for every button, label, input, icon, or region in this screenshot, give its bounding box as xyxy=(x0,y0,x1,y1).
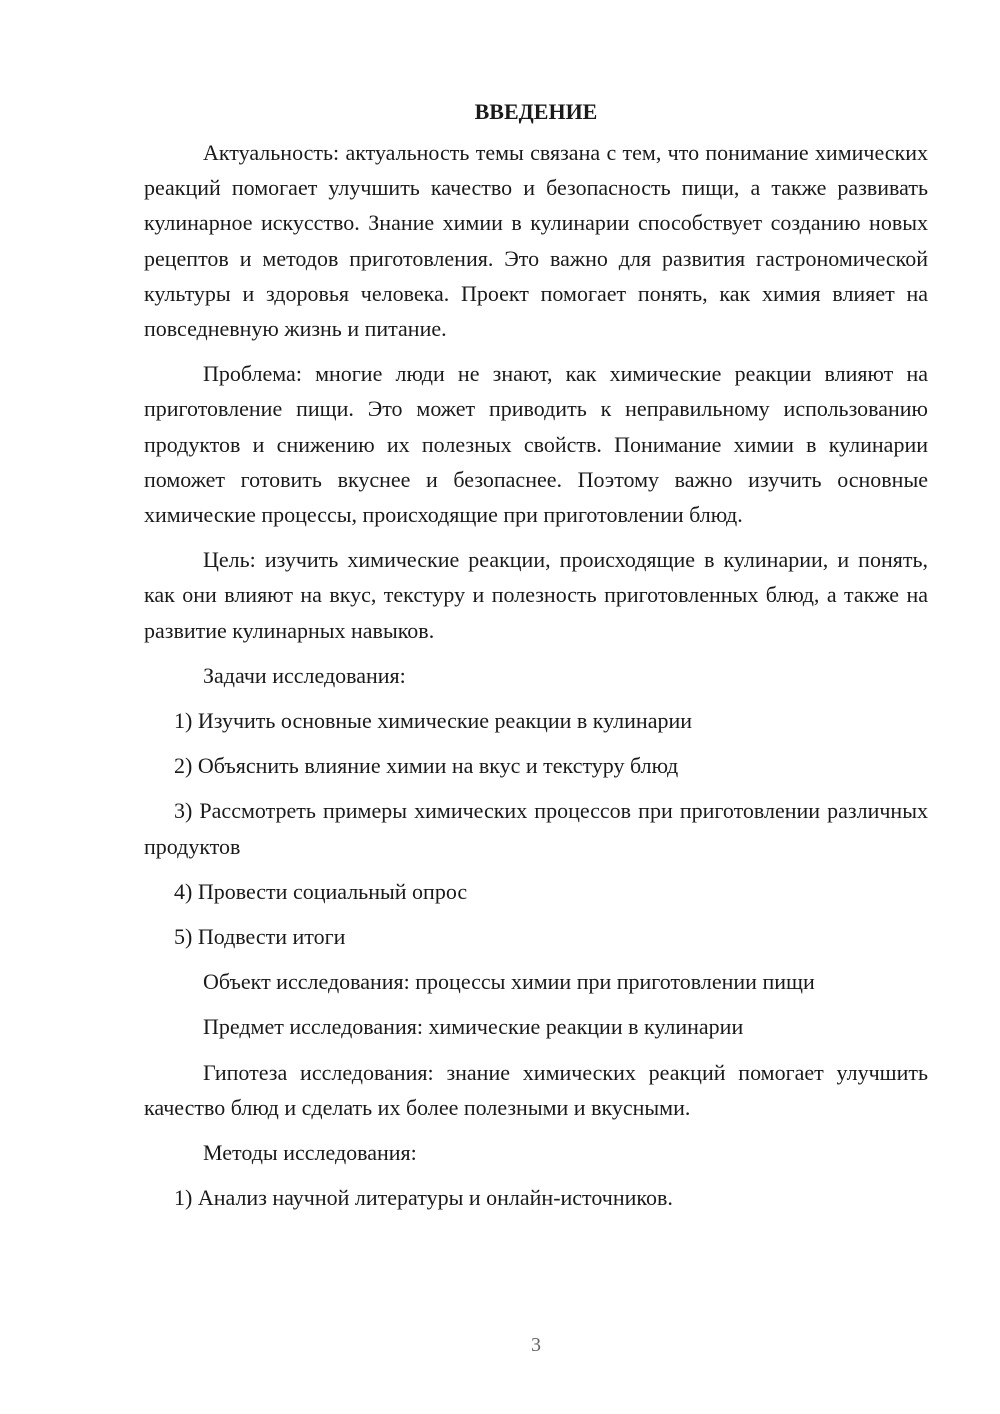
object-paragraph: Объект исследования: процессы химии при приготовлении пищи xyxy=(203,969,815,995)
page-number: 3 xyxy=(531,1334,541,1356)
task-item-2: 2) Объяснить влияние химии на вкус и текстуру блюд xyxy=(174,753,679,779)
method-item-1: 1) Анализ научной литературы и онлайн-источников. xyxy=(174,1185,673,1211)
hypothesis-paragraph: Гипотеза исследования: знание химических реакций помогает улучшить качество блюд и сделать их более полезными и вкусными. xyxy=(144,1059,928,1120)
task-item-4: 4) Провести социальный опрос xyxy=(174,878,468,904)
methods-title: Методы исследования: xyxy=(203,1140,417,1166)
task-item-3: 3) Рассмотреть примеры химических процессов при приготовлении различных продуктов xyxy=(144,798,928,859)
task-item-5: 5) Подвести итоги xyxy=(174,924,346,950)
task-item-1: 1) Изучить основные химические реакции в кулинарии xyxy=(174,708,692,734)
goal-paragraph: Цель: изучить химические реакции, происходящие в кулинарии, и понять, как они влияют на вкус, текстуру и полезность приготовленных блюд, а также на развитие кулинарных навыков. xyxy=(144,547,928,643)
relevance-paragraph: Актуальность: актуальность темы связана с тем, что понимание химических реакций помогает улучшить качество и безопасность пищи, а также развивать кулинарное искусство. Знание химии в кулинарии способствует созданию новых рецептов и методов приготовления. Это важно для развития гастрономической культуры и здоровья человека. Проект помогает понять, как химия влияет на повседневную жизнь и питание. xyxy=(144,140,928,342)
page-content xyxy=(144,94,928,1215)
tasks-title: Задачи исследования: xyxy=(203,662,406,688)
subject-paragraph: Предмет исследования: химические реакции в кулинарии xyxy=(203,1014,744,1040)
section-heading: ВВЕДЕНИЕ xyxy=(474,99,598,124)
problem-paragraph: Проблема: многие люди не знают, как химические реакции влияют на приготовление пищи. Это может приводить к неправильному использованию продуктов и снижению их полезных свойств. Понимание химии в кулинарии поможет готовить вкуснее и безопаснее. Поэтому важно изучить основные химические процессы, происходящие при приготовлении блюд. xyxy=(144,361,928,528)
